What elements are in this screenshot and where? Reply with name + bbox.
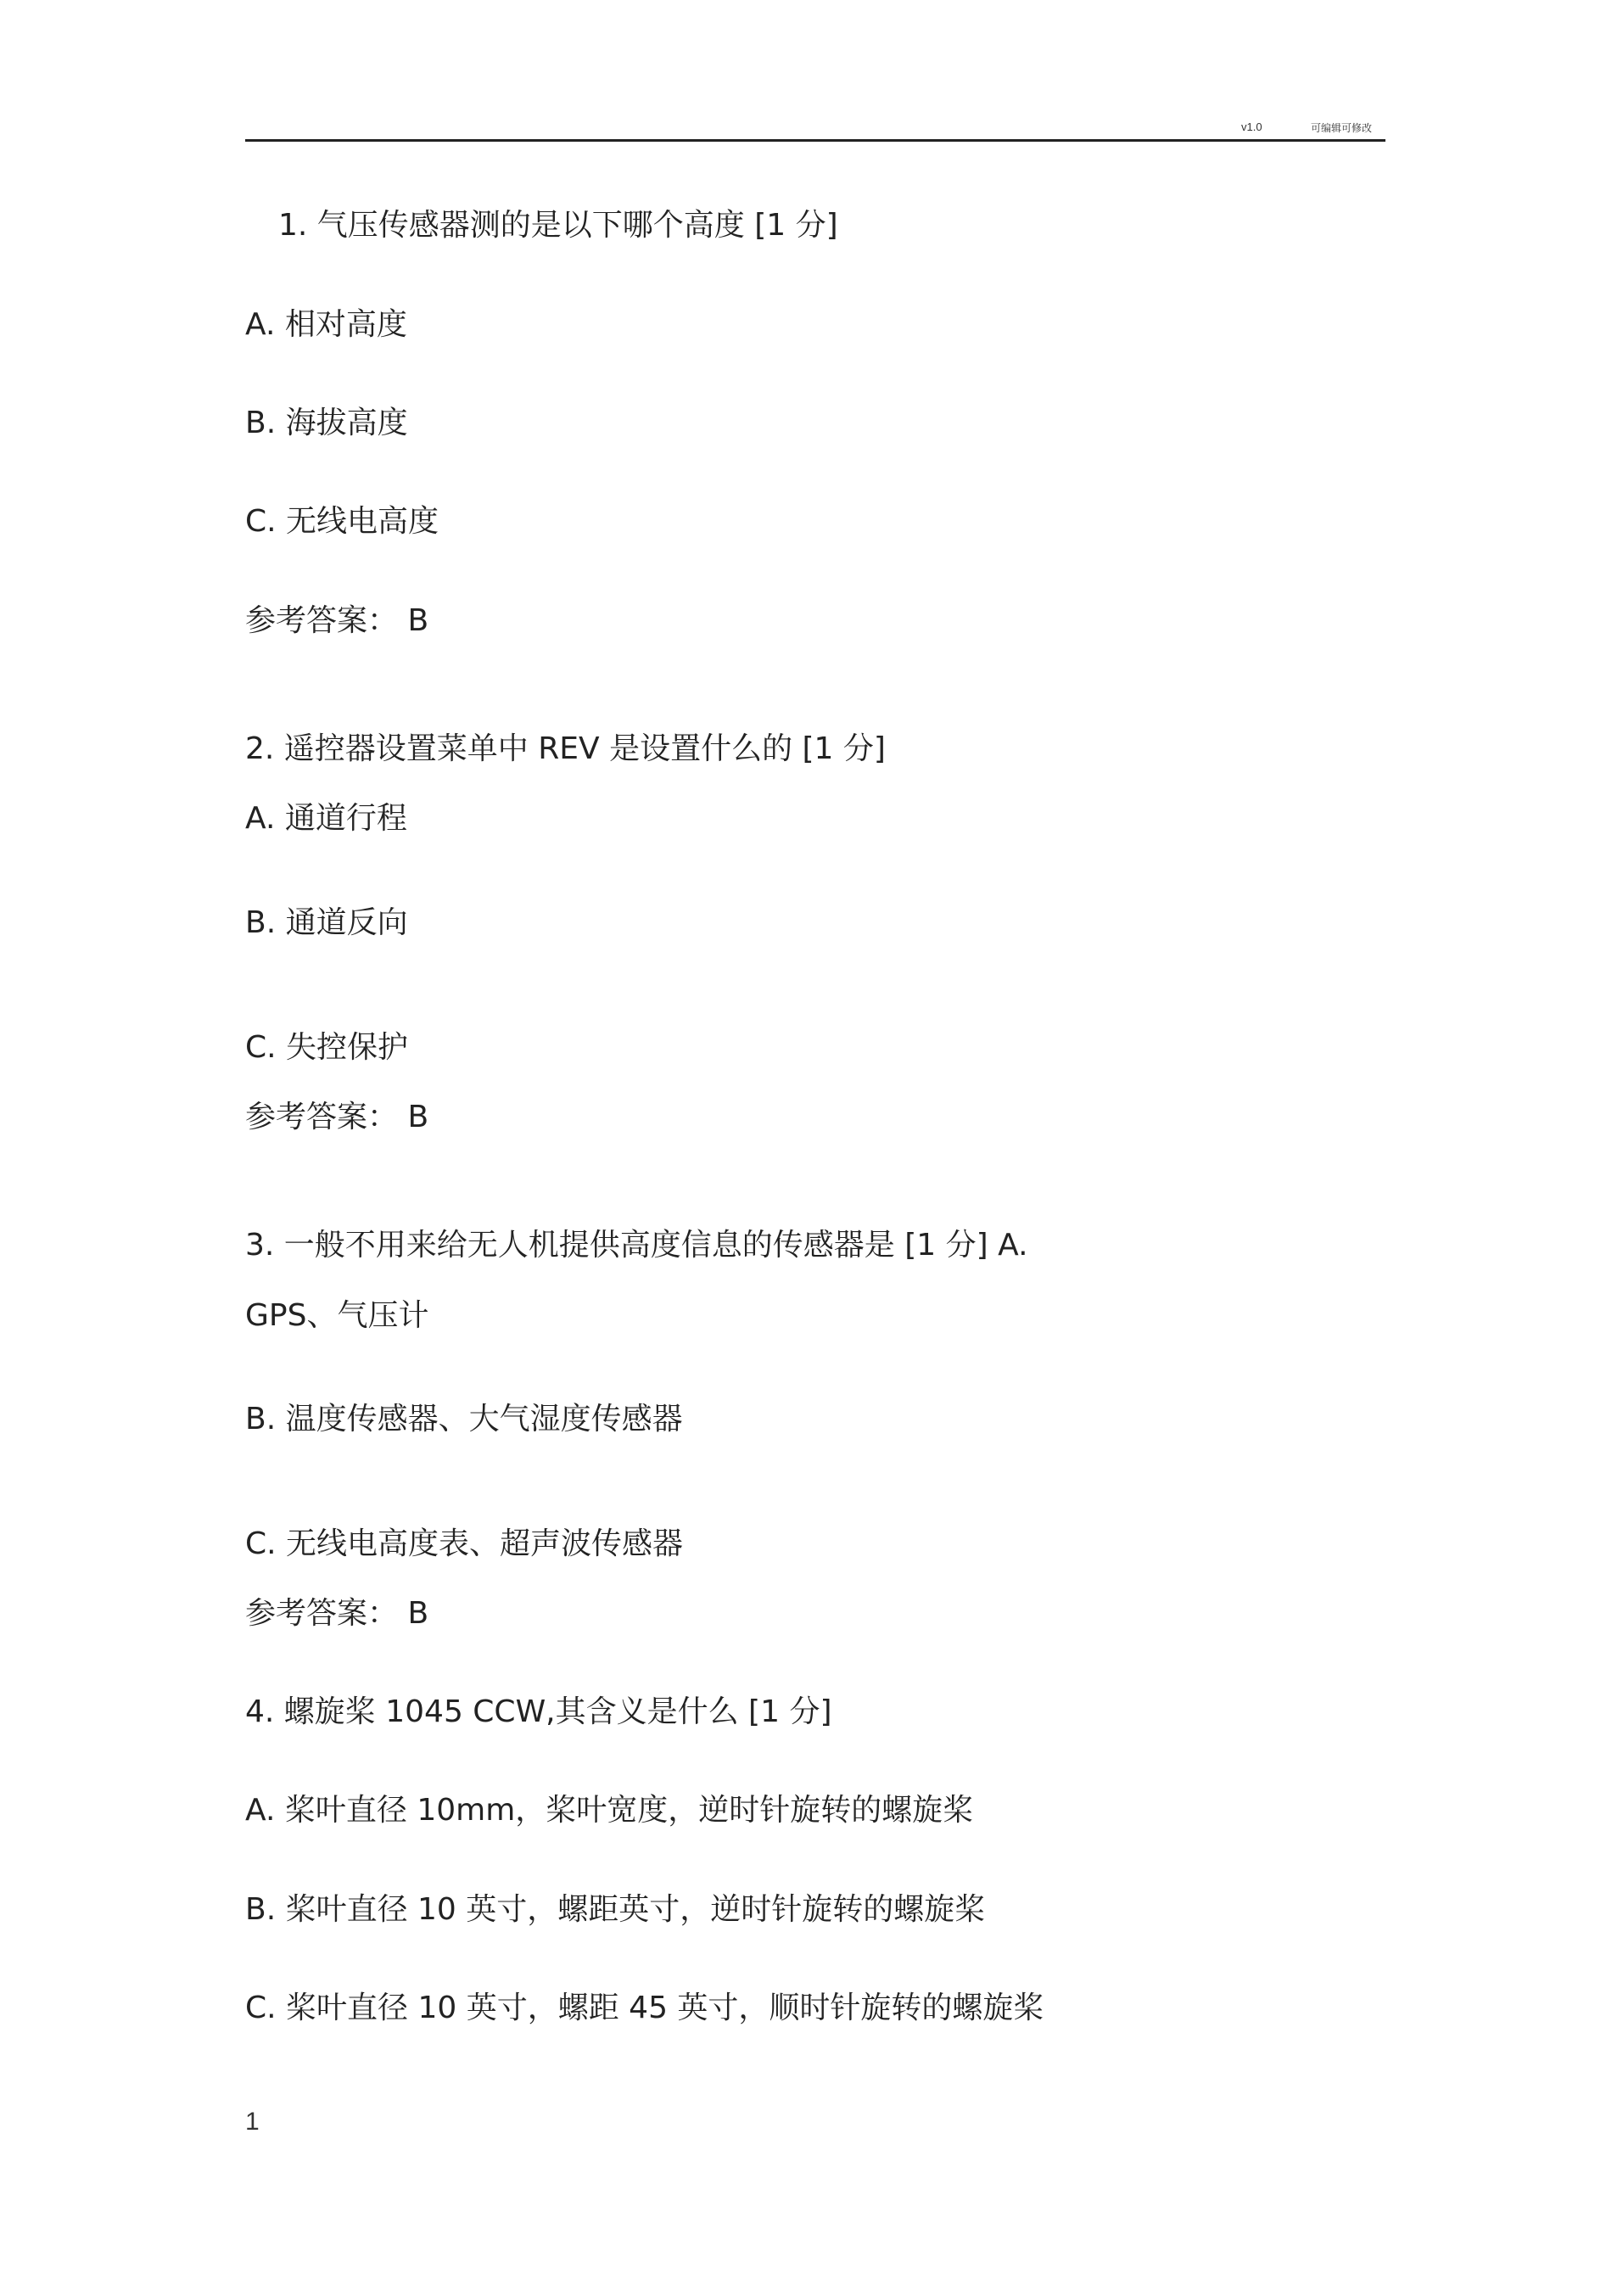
header-version: v1.0 — [1241, 120, 1262, 133]
question-3-option-c: C. 无线电高度表、超声波传感器 — [245, 1526, 684, 1561]
question-3-option-b: B. 温度传感器、大气湿度传感器 — [245, 1402, 683, 1436]
question-4-option-a: A. 桨叶直径 10mm，桨叶宽度，逆时针旋转的螺旋桨 — [245, 1793, 974, 1828]
question-4-option-c: C. 桨叶直径 10 英寸，螺距 45 英寸，顺时针旋转的螺旋桨 — [245, 1991, 1044, 2025]
question-1-option-c: C. 无线电高度 — [245, 504, 439, 539]
question-3-stem-continued: GPS、气压计 — [245, 1298, 429, 1333]
question-1-answer: 参考答案： B — [245, 603, 429, 638]
question-2-option-a: A. 通道行程 — [245, 801, 407, 836]
page-number: 1 — [245, 2108, 260, 2136]
question-4-option-b: B. 桨叶直径 10 英寸，螺距英寸，逆时针旋转的螺旋桨 — [245, 1892, 986, 1927]
header-note: 可编辑可修改 — [1311, 122, 1373, 134]
question-1-stem: 1. 气压传感器测的是以下哪个高度 [1 分] — [278, 208, 838, 243]
question-3-stem: 3. 一般不用来给无人机提供高度信息的传感器是 [1 分] A. — [245, 1228, 1028, 1263]
question-2-stem: 2. 遥控器设置菜单中 REV 是设置什么的 [1 分] — [245, 731, 886, 766]
question-2-answer: 参考答案： B — [245, 1100, 429, 1134]
question-1-option-a: A. 相对高度 — [245, 307, 407, 342]
question-2-option-c: C. 失控保护 — [245, 1030, 409, 1065]
question-3-answer: 参考答案： B — [245, 1596, 429, 1631]
question-1-option-b: B. 海拔高度 — [245, 406, 408, 440]
question-2-option-b: B. 通道反向 — [245, 905, 408, 940]
question-4-stem: 4. 螺旋桨 1045 CCW,其含义是什么 [1 分] — [245, 1694, 832, 1729]
header-rule — [245, 139, 1385, 142]
